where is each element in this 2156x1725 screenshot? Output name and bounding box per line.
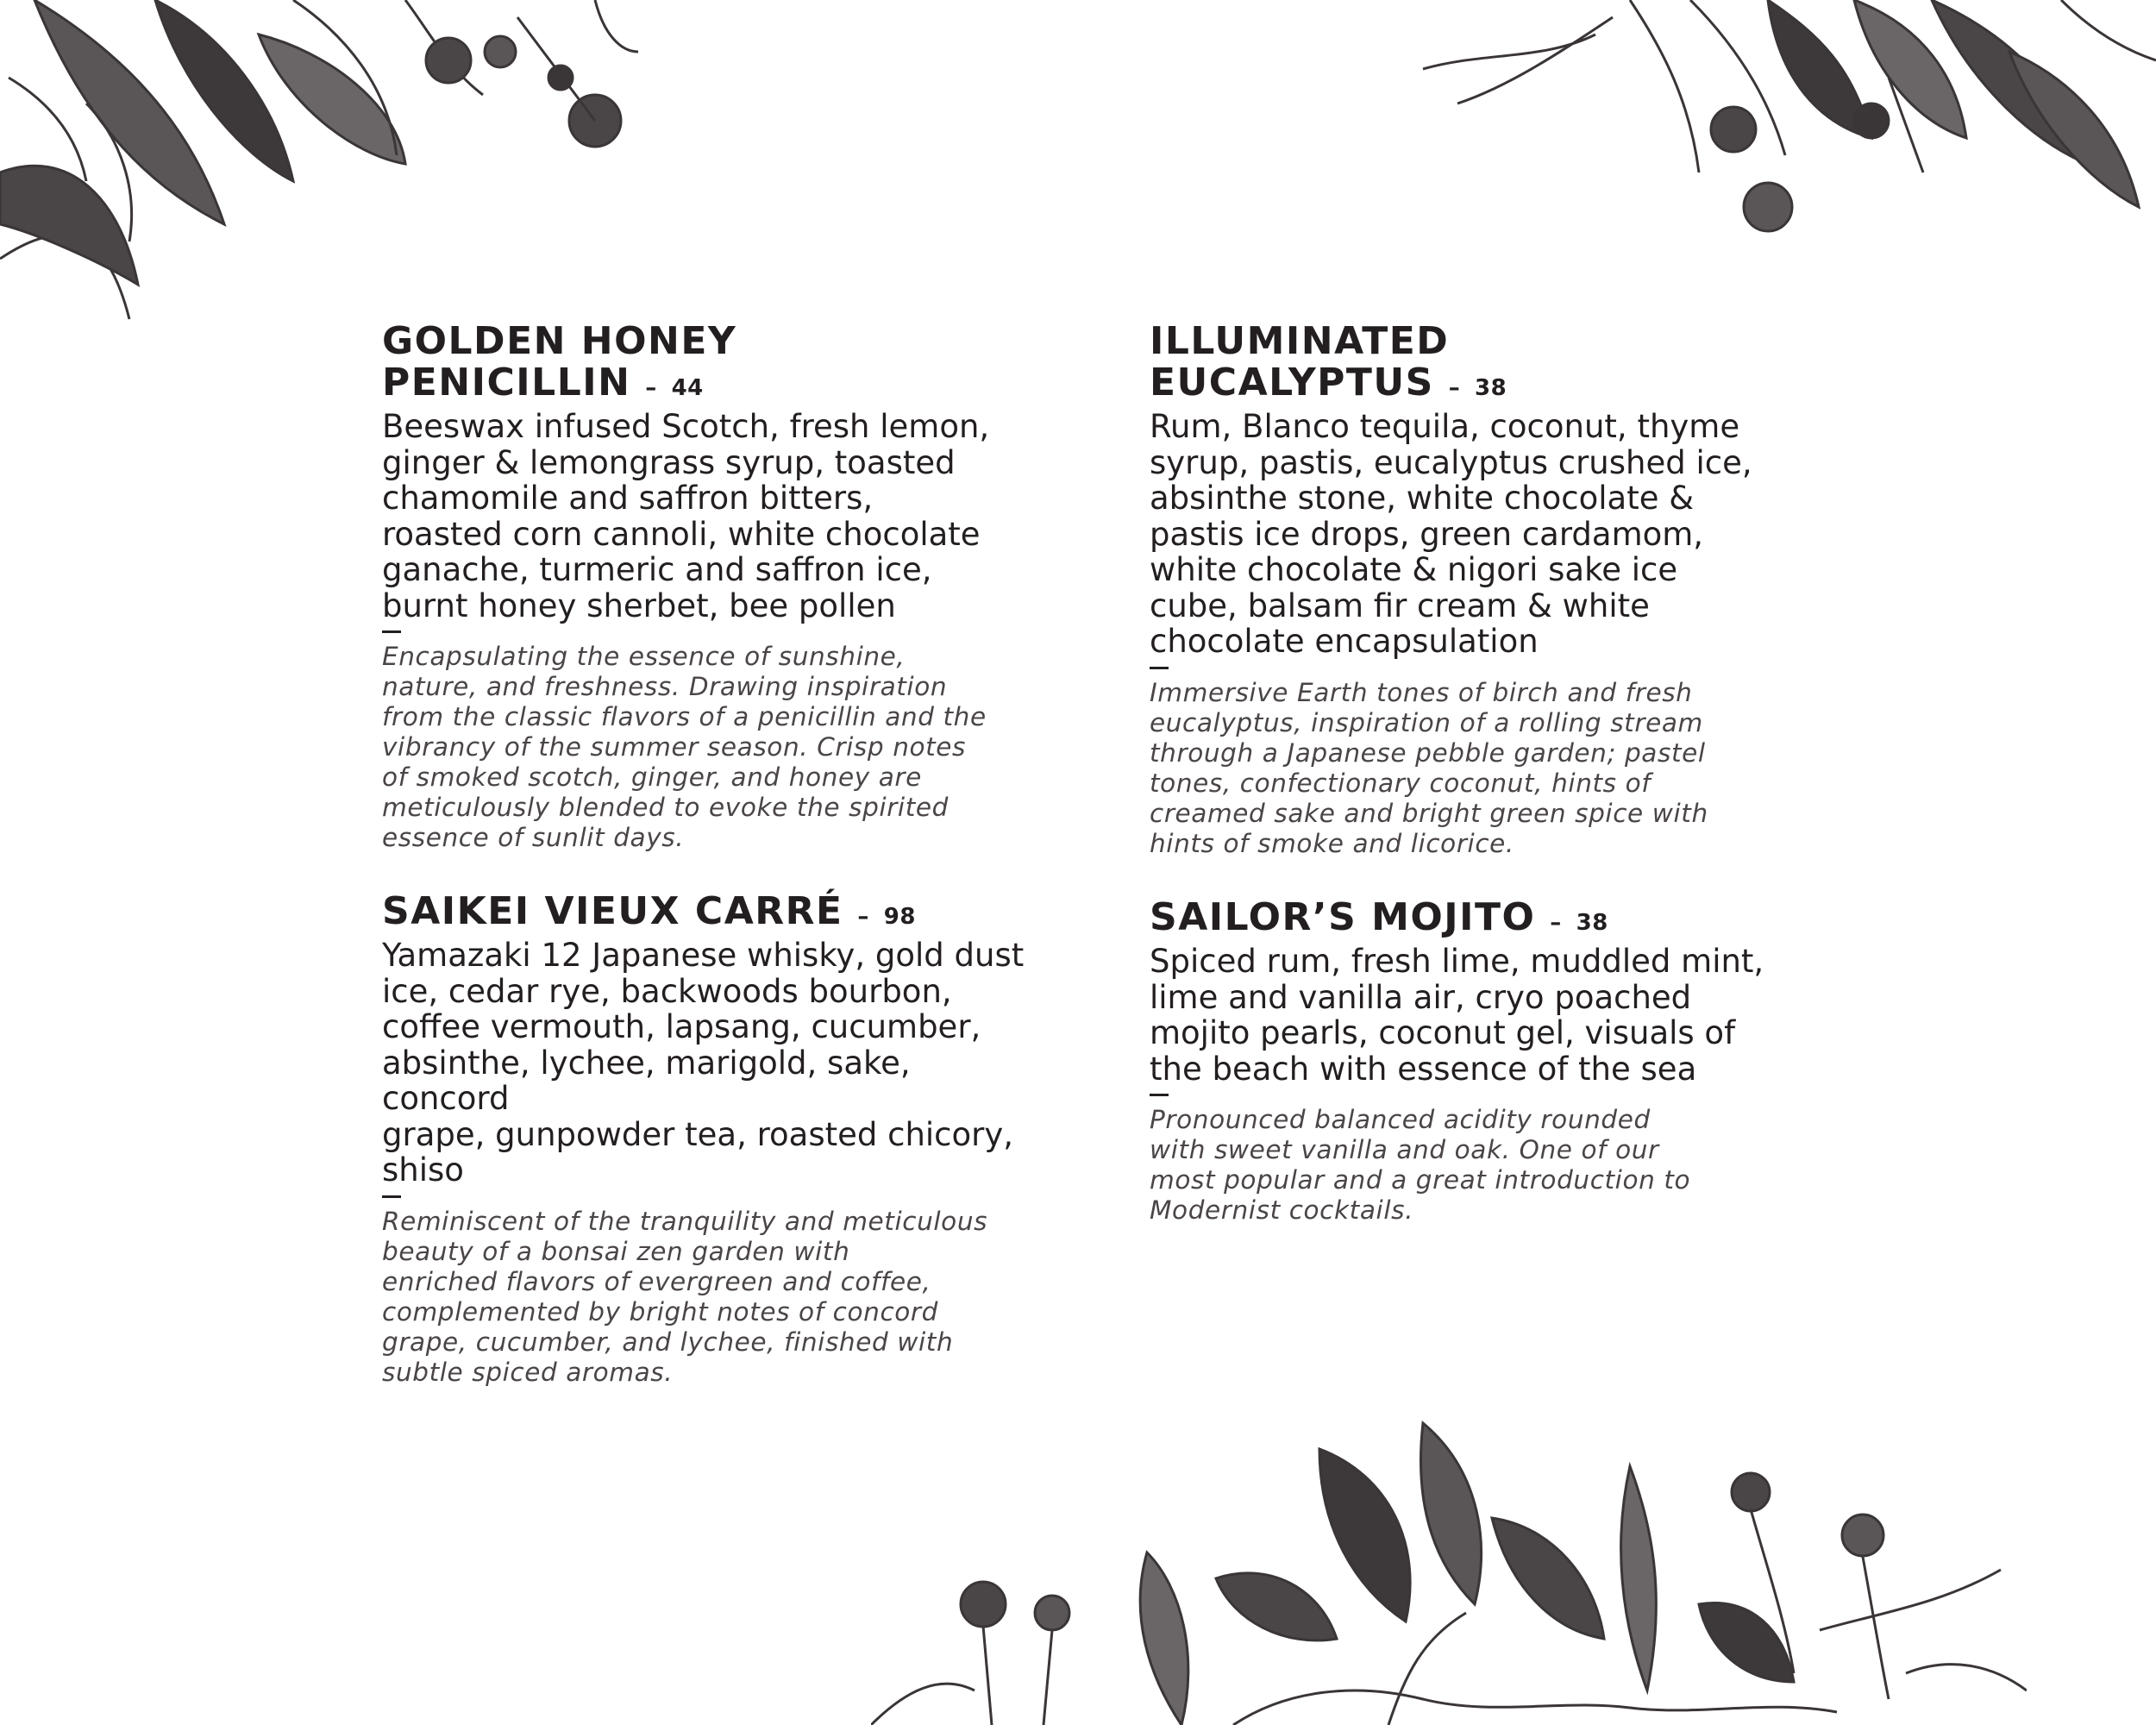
cocktail-name: GOLDEN HONEY PENICILLIN – 44: [382, 319, 737, 405]
cocktail-entry-saikei-vieux-carre: [382, 891, 1037, 1388]
cocktail-price: 38: [1576, 910, 1608, 936]
divider-dash: [1150, 1094, 1169, 1096]
divider-dash: [382, 630, 401, 633]
cocktail-entry-sailors-mojito: [1150, 897, 1805, 1226]
cocktail-name: SAIKEI VIEUX CARRÉ – 98: [382, 889, 916, 933]
cocktail-price: 98: [883, 904, 916, 930]
divider-dash: [382, 1195, 401, 1198]
cocktail-price: 44: [671, 375, 704, 401]
cocktail-ingredients: Beeswax infused Scotch, fresh lemon, ginger & lemongrass syrup, toasted chamomile and saffron bitters, roasted corn cannoli, white chocolate ganache, turmeric and saffron ice, burnt honey sherbet, bee pollen: [382, 408, 990, 624]
cocktail-description: Immersive Earth tones of birch and fresh eucalyptus, inspiration of a rolling stream through a Japanese pebble garden; pastel tones, confectionary coconut, hints of creamed sake and bright green spice with hints of smoke and licorice.: [1150, 677, 1708, 858]
cocktail-description: Encapsulating the essence of sunshine, nature, and freshness. Drawing inspiration from the classic flavors of a penicillin and the vibrancy of the summer season. Crisp notes of smoked scotch, ginger, and honey are meticulously blended to evoke the spirited essence of sunlit days.: [382, 642, 987, 852]
cocktail-entry-illuminated-eucalyptus: [1150, 321, 1805, 859]
botanical-illustration-top-right: [1406, 0, 2156, 250]
cocktail-name: ILLUMINATED EUCALYPTUS – 38: [1150, 319, 1507, 405]
divider-dash: [1150, 667, 1169, 669]
cocktail-ingredients: Yamazaki 12 Japanese whisky, gold dust ice, cedar rye, backwoods bourbon, coffee vermouth, lapsang, cucumber, absinthe, lychee, marigold, sake, concord grape, gunpowder tea, roasted chicory, shiso: [382, 937, 1025, 1189]
cocktail-ingredients: Spiced rum, fresh lime, muddled mint, lime and vanilla air, cryo poached mojito pearls, coconut gel, visuals of the beach with essence of the sea: [1150, 943, 1764, 1088]
cocktail-description: Reminiscent of the tranquility and meticulous beauty of a bonsai zen garden with enriched flavors of evergreen and coffee, complemented by bright notes of concord grape, cucumber, and lychee, finished with subtle spiced aromas.: [382, 1206, 988, 1387]
cocktail-description: Pronounced balanced acidity rounded with sweet vanilla and oak. One of our most popular and a great introduction to Modernist cocktails.: [1150, 1105, 1691, 1225]
cocktail-name: SAILOR’S MOJITO – 38: [1150, 895, 1608, 939]
price-separator: –: [1550, 910, 1562, 936]
botanical-illustration-top-left: [0, 0, 690, 328]
price-separator: –: [645, 375, 657, 401]
botanical-illustration-bottom: [871, 1414, 2027, 1725]
cocktail-price: 38: [1475, 375, 1507, 401]
cocktail-entry-golden-honey-penicillin: [382, 321, 1037, 853]
price-separator: –: [857, 904, 869, 930]
price-separator: –: [1448, 375, 1461, 401]
cocktail-ingredients: Rum, Blanco tequila, coconut, thyme syrup, pastis, eucalyptus crushed ice, absinthe stone, white chocolate & pastis ice drops, green cardamom, white chocolate & nigori sake ice cube, balsam fir cream & white chocolate encapsulation: [1150, 408, 1752, 660]
